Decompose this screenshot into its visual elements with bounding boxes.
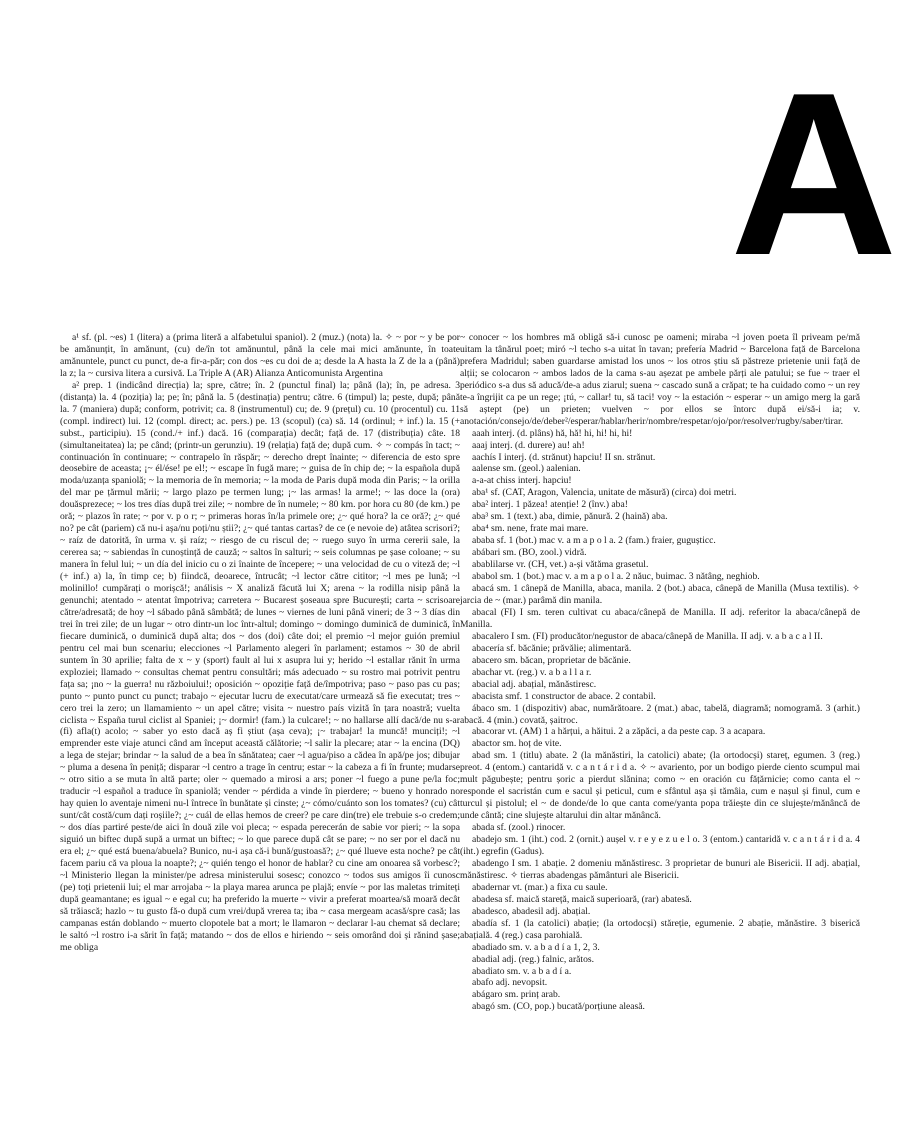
dictionary-entry: abacal (FI) I sm. teren cultivat cu abaca/cânepă de Manilla. II adj. referitor la abaca/cânepă de Manilla. — [460, 606, 860, 630]
dictionary-entry: abadía sf. 1 (la catolici) abație; (la ortodocși) stăreție, egumenie. 2 abație, mănăstire. 3 biserică abațială. 4 (reg.) casa parohială. — [460, 917, 860, 941]
section-letter: A — [730, 45, 894, 304]
dictionary-entry: aaaj interj. (d. durere) au! ah! — [472, 439, 585, 451]
dictionary-entry: abadernar vt. (mar.) a fixa cu saule. — [472, 881, 608, 893]
dictionary-entry: abacista smf. 1 constructor de abace. 2 contabil. — [472, 690, 656, 702]
dictionary-entry: a¹ sf. (pl. ~es) 1 (litera) a (prima literă a alfabetului spaniol). 2 (muz.) (nota) la. ✧ ~ por ~ y be por be amănunțit, în amănunt, (cu) de/în tot amănuntul, până la cele mai mici amănunte, în toate amănuntele, punct cu punct, de-a fir-a-păr; con dos ~es cu doi de a; desde la A hasta la Z de la a (până) la z; la ~ cursiva litera a cursivă. La Triple A (AR) Alianza Anticomunista Argentina — [60, 332, 460, 379]
dictionary-entry: a-a-at chiss interj. hapciu! — [472, 475, 572, 487]
dictionary-entry: a² prep. 1 (indicând direcția) la; spre, către; în. 2 (punctul final) la; până (la); în, pe adresa. 3 (distanța) la. 4 (poziția) la; pe; în; până la. 5 (destinația) pentru; către. 6 (timpul) la; peste, după; până la. 7 (maniera) după; conform, potrivit; ca. 8 (instrumentul) cu; de. 9 (prețul) cu. 10 (procentul) cu. 11 (compl. indirect) lui. 12 (compl. direct; ac. pers.) pe. 13 (scopul) (ca) să. 14 (ordinul; + inf.) la. 15 (+ subst., participiu). 15 (cond./+ inf.) dacă. 16 (comparația) decât; față de. 17 (distribuția) câte. 18 (simultaneitatea) la; pe când; (printr-un gerunziu). 19 (relația) față de; după cum. ✧ ~ compás în tact; ~ continuación în continuare; ~ contrapelo în răspăr; ~ derecho drept înainte; ~ diferencia de esto spre deosebire de aceasta; ¡~ él/ése! pe el!; ~ escape în fugă mare; ~ guisa de în chip de; ~ la española după moda/uzanța spaniolă; ~ la memoria de în memoria; ~ la moda de Paris după moda din Paris; ~ la orilla del mar pe țărmul mării; ~ largo plazo pe termen lung; ¡~ las armas! la arme!; ~ las doce la (ora) douăsprezece; ~ los tres días după trei zile; ~ nombre de în numele; ~ 80 km. por hora cu 80 (de km.) pe oră; ~ plazos în rate; ~ por v. p o r; ~ primeras horas în/la primele ore; ¿~ qué hora? la ce oră?; ¿~ qué no? pe cât (pariem) că nu-i așa/nu poți/nu știi?; ¿~ qué tantas cartas? de ce (e nevoie de) atâtea scrisori?; ~ raíz de datorită, în urma v. și raíz; ~ riesgo de cu riscul de; ~ ruego suyo în urma cererii sale, la cererea sa; ~ sabiendas în cunoștință de cauză; ~ saltos în salturi; ~ seis columnas pe șase coloane; ~ su manera în felul lui; ~ un día del inicio cu o zi înainte de începere; ~ una velocidad de cu o viteză de; ~l (+ inf.) a) la, în timp ce; b) fiindcă, deoarece, întrucât; ~l lector către cititor; ~l mes pe lună; ~l molinillo! cumpărați o morișcă!; análisis ~ X analiză făcută lui X; arena ~ la rodilla nisip până la genunchi; atentado ~ atentat împotriva; carretera ~ Bucarest șoseaua spre București; carta ~ scrisoare către/adresată; de hoy ~l sábado până sâmbătă; de lunes ~ viernes de luni până vineri; de 3 ~ 3 días din trei în trei zile; de un lugar ~ otro dintr-un loc într-altul; domingo ~ domingo duminică de duminică, în fiecare duminică, o duminică după alta; dos ~ dos (doi) câte doi; el premio ~l mejor guión premiul pentru cel mai bun scenariu; elecciones ~l Parlamento alegeri în parlament; estamos ~ 30 de abril suntem în 30 aprilie; falta de x ~ y (sport) fault al lui x asupra lui y; herido ~l estallar rănit în urma exploziei; llamado ~ consultas chemat pentru consultări; más adecuado ~ su rostro mai potrivit pentru fața sa; ¡no ~ la guerra! nu războiului!; oposición ~ opoziție față de/împotriva; paso ~ paso pas cu pas; punto ~ punto punct cu punct; trabajo ~ ejecutar lucru de executat/care urmează să fie executat; tres ~ cero trei la zero; un llamamiento ~ un apel către; visita ~ nuestro país vizită în țara noastră; vuelta ciclista ~ España turul ciclist al Spaniei; ¡~ dormir! (fam.) la culcare!; ~ no hallarse allí dacă/de nu s-ar (fi) afla(t) acolo; ~ saber yo esto dacă aș fi știut (așa ceva); ¡~ trabajar! la muncă! munciți!; ~l emprender este viaje atunci când am început această călătorie; ~l salir la plecare; atar ~ la encina (DQ) a lega de stejar; brindar ~ la salud de a bea în sănătatea; caer ~l agua/piso a cădea în apă/pe jos; dibujar ~ pluma a desena în peniță; disparar ~l centro a trage în centru; estar ~ la cabeza a fi în frunte; mudarse ~ otro sitio a se muta în altă parte; oler ~ quemado a mirosi a ars; poner ~l fuego a pune pe/la foc; traducir ~l español a traduce în spaniolă; vender ~ pérdida a vinde în pierdere; ~ bueno y honrado no hay quien lo aventaje nimeni nu-l întrece în bunătate și cinste; ¿~ cómo/cuánto son los tomates? (cu) cât sunt/cât costă/cum dați roșiile?; ¿~ cuál de ellas hemos de creer? pe care din(tre) ele trebuie s-o credem; ~ dos días partiré peste/de aici în două zile voi pleca; ~ espada perecerán de sabie vor pieri; ~ la sopa siguió un biftec după supă a urmat un biftec; ~ lo que parece după cât se pare; ~ no ser por el dacă nu era el; ¿~ qué está buena/abuela? Bunico, nu-i așa că-i bună/gustoasă?; ¿~ qué llueve esta noche? pe cât facem pariu că va ploua la noapte?; ¿~ quién tengo el honor de hablar? cu cine am onoarea să vorbesc?; ~l Ministerio llegan la minister/pe adresa ministerului sosesc; conozco ~ todos sus amigos îi cunosc (pe) toți prietenii lui; el mar arrojaba ~ la playa marea arunca pe plajă; envíe ~ por las maletas trimiteți după geamantane; es igual ~ e egal cu; ha preferido la muerte ~ vivir a preferat moartea/să moară decât să trăiască; hazlo ~ tu gusto fă-o după cum vrei/după vrerea ta; iba ~ casa mergeam acasă/spre casă; las campanas están doblando ~ muerto clopotele bat a mort; le llamaron ~ declarar l-au chemat să declare; le saltó ~l rostro i-a sărit în față; matando ~ dos de ellos e hiriendo ~ seis omorând doi și rănind șase; me obliga — [60, 379, 460, 953]
dictionary-entry: aba¹ sf. (CAT, Aragon, Valencia, unitate de măsură) (circa) doi metri. — [472, 487, 737, 499]
dictionary-entry: abadiato sm. v. a b a d í a. — [472, 965, 572, 977]
dictionary-entry: abacorar vt. (AM) 1 a hărțui, a hăitui. 2 a zăpăci, a da peste cap. 3 a acapara. — [472, 726, 766, 738]
dictionary-entry: aalense sm. (geol.) aalenian. — [472, 463, 581, 475]
dictionary-entry: abagó sm. (CO, pop.) bucată/porțiune aleasă. — [472, 1001, 645, 1013]
dictionary-entry: abablilarse vr. (CH, vet.) a-și vătăma grasetul. — [472, 559, 649, 571]
dictionary-entry: abágaro sm. prinț arab. — [472, 989, 561, 1001]
dictionary-entry: abacá sm. 1 cânepă de Manilla, abaca, manila. 2 (bot.) abaca, cânepă de Manilla (Musa textilis). ✧ jarcia de ~ (mar.) parâmă din manila. — [460, 583, 860, 606]
left-column — [60, 332, 460, 954]
dictionary-entry: aba² interj. 1 păzea! atenție! 2 (înv.) aba! — [472, 499, 628, 511]
dictionary-entry: abada sf. (zool.) rinocer. — [472, 822, 566, 834]
dictionary-entry: ababa sf. 1 (bot.) mac v. a m a p o l a. 2 (fam.) fraier, gugușticc. — [472, 535, 716, 547]
dictionary-entry: ábaco sm. 1 (dispozitiv) abac, numărătoare. 2 (mat.) abac, tabelă, diagramă; nomogramă. 3 (arhit.) abacă. 4 (min.) covată, șaitroc. — [460, 702, 860, 726]
dictionary-entry: aachís I interj. (d. strănut) hapciu! II sn. strănut. — [472, 451, 656, 463]
dictionary-entry: abafo adj. nevopsit. — [472, 977, 548, 989]
dictionary-entry: abadial adj. (reg.) falnic, arătos. — [472, 953, 594, 965]
dictionary-entry: abacero sm. băcan, proprietar de băcănie. — [472, 654, 631, 666]
dictionary-entry: abadesco, abadesil adj. abațial. — [472, 905, 591, 917]
dictionary-entry: abadejo sm. 1 (iht.) cod. 2 (ornit.) aușel v. r e y e z u e l o. 3 (entom.) cantaridă v. c a n t á r i d a. 4 (iht.) egrefin (Gadus). — [460, 834, 860, 857]
dictionary-entry: ababol sm. 1 (bot.) mac v. a m a p o l a. 2 năuc, buimac. 3 nătâng, neghiob. — [472, 571, 760, 583]
dictionary-entry: abadiado sm. v. a b a d í a 1, 2, 3. — [472, 941, 600, 953]
dictionary-entry: abacería sf. băcănie; prăvălie; alimentară. — [472, 642, 632, 654]
dictionary-entry: abacial adj. abațial, mănăstiresc. — [472, 678, 597, 690]
dictionary-entry: abachar vt. (reg.) v. a b a l l a r. — [472, 666, 592, 678]
dictionary-entry: abábari sm. (BO, zool.) vidră. — [472, 547, 587, 559]
dictionary-entry: abacalero I sm. (FI) producător/negustor de abaca/cânepă de Manilla. II adj. v. a b a c a l II. — [472, 630, 823, 642]
dictionary-entry: abad sm. 1 (titlu) abate. 2 (la mănăstiri, la catolici) abate; (la ortodocși) stareț, egumen. 3 (reg.) preot. 4 (entom.) cantaridă v. c a n t á r i d a. ✧ ~ avariento, por un bodigo pierde ciento scumpul mai mult păgubește; pentru șoric a pierdut slănina; como ~ en oración cu fățărnicie; como canta el ~ responde el sacristán cum e sacul și peticul, cum e sfântul așa și tămâia, cum e nașul și finul, cum e turcul și pistolul; el ~ de donde/de lo que canta come/yanta popa trăiește din ce slujește/mănâncă de unde cântă; cine slujește altarului din altar mănâncă. — [460, 750, 860, 822]
right-column — [460, 332, 860, 1013]
dictionary-entry: abadengo I sm. 1 abație. 2 domeniu mănăstiresc. 3 proprietar de bunuri ale Bisericii. II adj. abațial, mănăstiresc. ✧ tierras abadengas pământuri ale Bisericii. — [460, 857, 860, 881]
dictionary-entry: ~ conocer ~ los hombres mă obligă să-i cunosc pe oameni; miraba ~l joven poeta îl priveam pe/mă uitam la tânărul poet; miró ~l techo s-a uitat în tavan; prefería Madrid ~ Barcelona față de Barcelona prefera Madridul; saben guardarse amistad los unos ~ los otros știu să păstreze prietenie unii față de alții; se colocaron ~ ambos lados de la cama s-au așezat pe ambele părți ale patului; se fue ~ traer el periódico s-a dus să aducă/de-a adus ziarul; suena ~ cascado sună a crăpat; te ha cuidado como ~ un rey te-a îngrijit ca pe un rege; ¡tú, ~ callar! tu, să taci! voy ~ la estación ~ esperar ~ un amigo merg la gară să aștept (pe) un prieten; vuelven ~ por ellos se întorc după ei/să-i ia; v. anotación/consejo/de/deber²/esperar/hablar/herir/nombre/respetar/ojo/por/resolver/rugby/saber/tirar. — [460, 332, 860, 427]
dictionary-entry: aba⁴ sm. nene, frate mai mare. — [472, 523, 589, 535]
dictionary-entry: abadesa sf. maică stareță, maică superioară, (rar) abatesă. — [472, 893, 692, 905]
dictionary-entry: abactor sm. hoț de vite. — [472, 738, 562, 750]
dictionary-entry: aaah interj. (d. plâns) hă, hă! hi, hi! hi, hi! — [472, 427, 633, 439]
dictionary-entry: aba³ sm. 1 (text.) aba, dimie, pănură. 2 (haină) aba. — [472, 511, 668, 523]
